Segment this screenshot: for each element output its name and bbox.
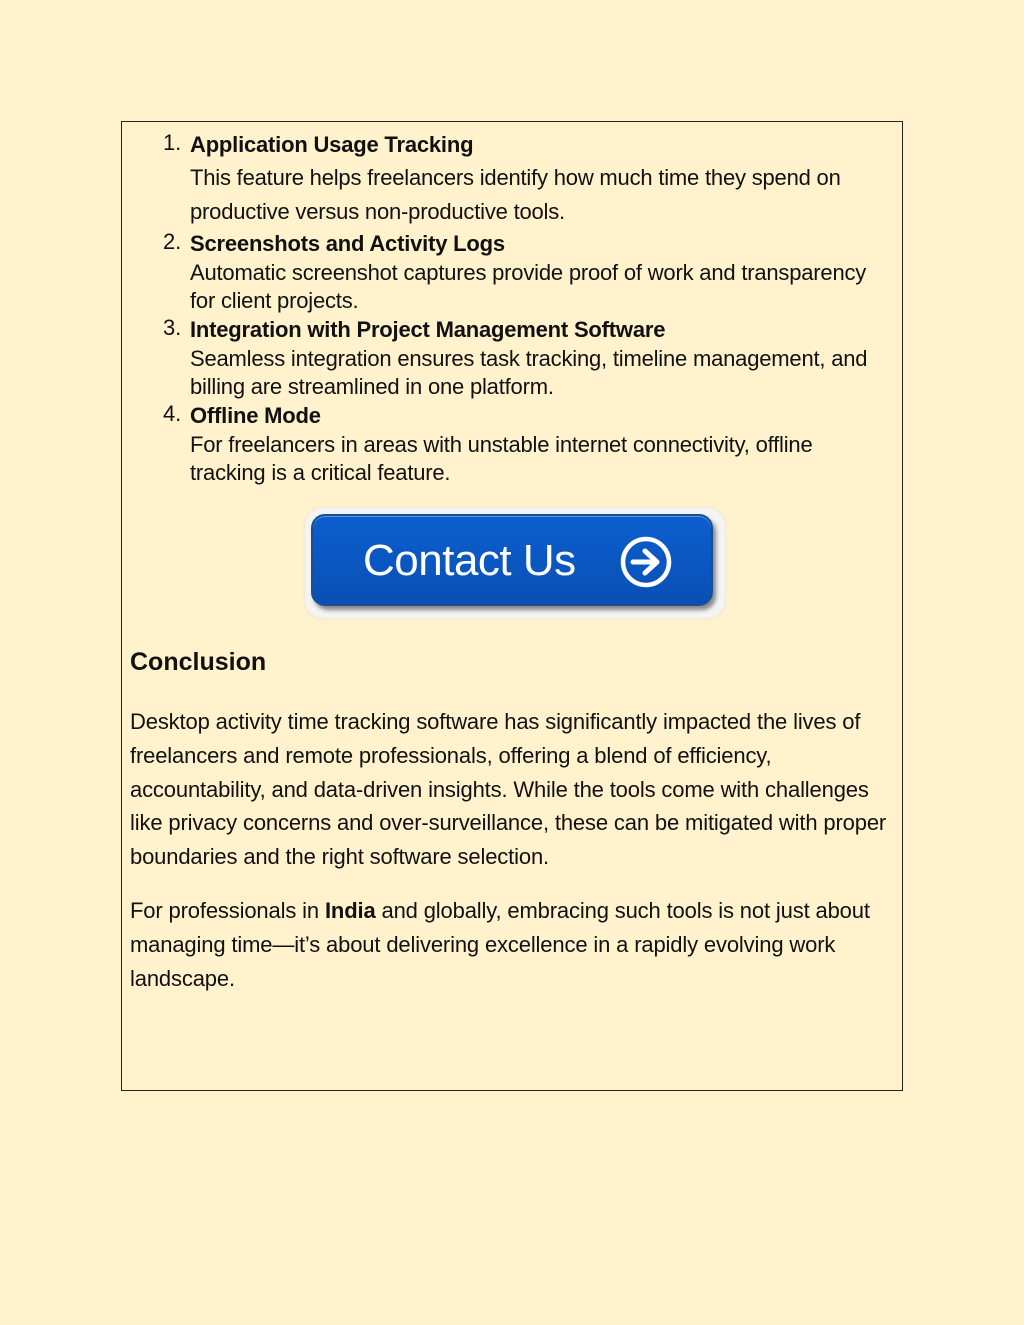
contact-us-label: Contact Us — [363, 536, 576, 585]
list-item-number: 2. — [163, 229, 181, 254]
paragraph-text: and globally, embracing such tools is not just about managing time—it’s about delivering excellence in a rapidly evolving work landscape. — [130, 898, 870, 991]
list-item-title: Offline Mode — [190, 403, 321, 428]
list-item-description: This feature helps freelancers identify how much time they spend on productive versus non-productive tools. — [190, 165, 841, 224]
paragraph-text: For professionals in — [130, 898, 325, 923]
list-item — [163, 229, 890, 315]
contact-button-container — [305, 508, 725, 618]
conclusion-paragraph: Desktop activity time tracking software has significantly impacted the lives of freelancers and remote professionals, offering a blend of efficiency, accountability, and data-driven insights. While the tools come with challenges like privacy concerns and over-surveillance, these can be mitigated with proper boundaries and the right software selection. — [130, 709, 887, 870]
feature-list — [163, 130, 890, 487]
list-item-number: 4. — [163, 401, 181, 426]
list-item-description: Seamless integration ensures task tracking, timeline management, and billing are streamlined in one platform. — [190, 346, 868, 399]
list-item-title: Screenshots and Activity Logs — [190, 231, 505, 256]
list-item-description: Automatic screenshot captures provide proof of work and transparency for client projects. — [190, 260, 867, 313]
list-item-number: 3. — [163, 315, 181, 340]
list-item — [163, 401, 890, 487]
list-item — [163, 315, 890, 401]
list-item-description: For freelancers in areas with unstable internet connectivity, offline tracking is a critical feature. — [190, 432, 813, 485]
list-item-title: Integration with Project Management Software — [190, 317, 666, 342]
arrow-right-circle-icon — [619, 535, 673, 589]
list-item-number: 1. — [163, 130, 181, 155]
list-item — [163, 130, 890, 229]
india-highlight: India — [324, 898, 376, 923]
conclusion-heading: Conclusion — [130, 648, 267, 676]
conclusion-paragraph-india — [130, 894, 900, 995]
contact-us-button[interactable] — [311, 514, 713, 606]
list-item-title: Application Usage Tracking — [190, 132, 474, 157]
content-frame — [121, 121, 903, 1091]
